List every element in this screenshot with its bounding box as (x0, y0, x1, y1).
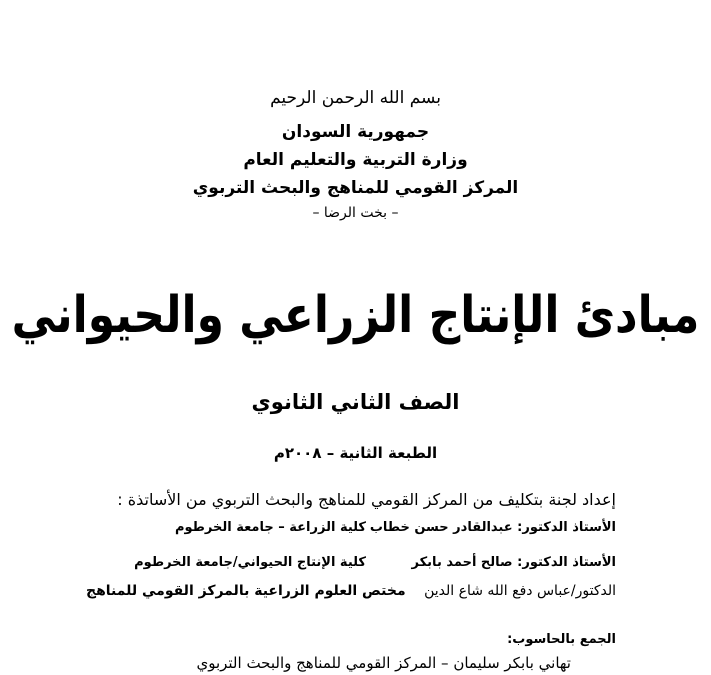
typing-credit: تهاني بابكر سليمان – المركز القومي للمناهج والبحث التربوي (196, 654, 571, 672)
author-name: الأستاذ الدكتور: صالح أحمد بابكر (411, 555, 616, 570)
author-affiliation: مختص العلوم الزراعية بالمركز القومي للمناهج (86, 583, 406, 599)
author-name: الدكتور/عباس دفع الله شاع الدين (424, 583, 616, 599)
ministry-name: وزارة التربية والتعليم العام (243, 150, 468, 170)
basmala: بسم الله الرحمن الرحيم (270, 88, 441, 108)
center-name: المركز القومي للمناهج والبحث التربوي (192, 178, 519, 198)
book-title: مبادئ الإنتاج الزراعي والحيواني (11, 286, 700, 345)
center-location: – بخت الرضا – (312, 205, 399, 221)
edition-label: الطبعة الثانية – ٢٠٠٨م (273, 444, 438, 462)
grade-level: الصف الثاني الثانوي (251, 390, 460, 414)
typing-label: الجمع بالحاسوب: (507, 632, 616, 647)
credits-intro: إعداد لجنة بتكليف من المركز القومي للمناهج والبحث التربوي من الأساتذة : (117, 490, 616, 509)
country-name: جمهورية السودان (281, 122, 430, 142)
author-row (86, 520, 616, 535)
author-row (86, 555, 616, 570)
author-affiliation: كلية الزراعة – جامعة الخرطوم (174, 520, 366, 535)
author-name: الأستاذ الدكتور: عبدالقادر حسن خطاب (369, 520, 616, 535)
author-affiliation: كلية الإنتاج الحيواني/جامعة الخرطوم (134, 555, 366, 570)
author-row (86, 583, 616, 599)
